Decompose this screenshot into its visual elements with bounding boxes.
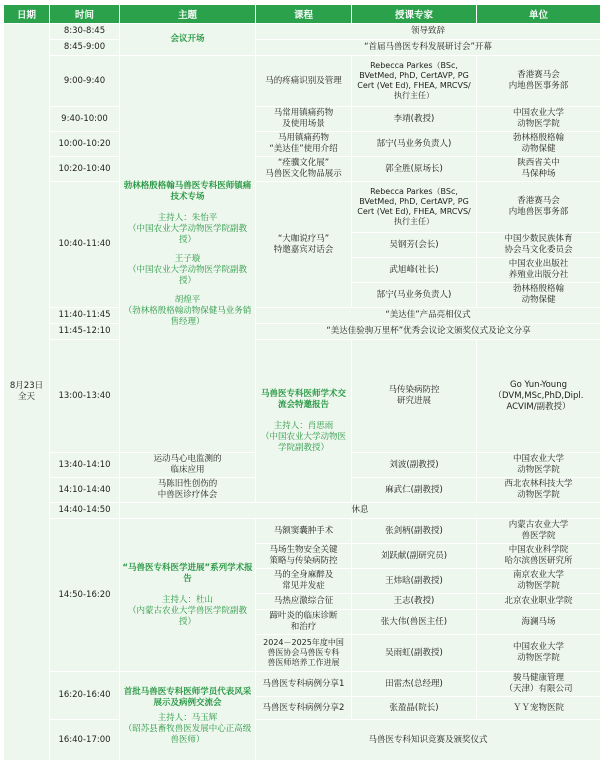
course-cell: 2024－2025年度中国 兽医协会马兽医专科 兽医师培养工作进展 xyxy=(256,635,351,671)
expert-cell: 王志(教授) xyxy=(352,594,476,609)
time-cell: 9:00-9:40 xyxy=(50,56,119,106)
time-cell: 10:00-10:20 xyxy=(50,132,119,156)
agenda-wrap xyxy=(3,4,594,761)
topic-cases-title: 首批马兽医专科医师学员代表风采展示及病例交流会 xyxy=(123,686,252,708)
topic-series-host: 主持人：杜山 （内蒙古农业大学兽医学院副教授） xyxy=(127,594,247,627)
unit-cell: 中国农业大学 动物医学院 xyxy=(477,453,600,477)
table-row xyxy=(4,324,600,339)
unit-cell: 勃林格殷格翰 动物保健 xyxy=(477,132,600,156)
topic-pain-title: 勃林格殷格翰马兽医专科医师镇痛技术专场 xyxy=(123,180,252,202)
expert-cell: 张剑柄(副教授) xyxy=(352,519,476,543)
table-row xyxy=(4,720,600,760)
topic-academic-host: 主持人：肖思雨 （中国农业大学动物医学院副教授） xyxy=(260,420,346,453)
time-cell: 14:10-14:40 xyxy=(50,478,119,502)
unit-cell: 内蒙古农业大学 兽医学院 xyxy=(477,519,600,543)
expert-cell: 刘跃献(副研究员) xyxy=(352,544,476,568)
header-date: 日期 xyxy=(4,5,49,23)
expert-cell: Rebecca Parkes（BSc, BVetMed, PhD, CertAVP, PG Cert (Vet Ed), FHEA, MRCVS/执行主任） xyxy=(352,56,476,106)
expert-cell: 吴钢芳(会长) xyxy=(352,233,476,257)
course-cell: 蹄叶炎的临床诊断 和治疗 xyxy=(256,610,351,634)
topic-pain xyxy=(120,56,255,452)
expert-cell: 麻武仁(副教授) xyxy=(352,478,476,502)
agenda-table xyxy=(3,4,600,761)
table-row xyxy=(4,132,600,156)
expert-cell: 吴雨虹(副教授) xyxy=(352,635,476,671)
expert-cell: 李靖(教授) xyxy=(352,107,476,131)
header-row xyxy=(4,5,600,23)
table-row xyxy=(4,340,600,452)
expert-cell: Rebecca Parkes（BSc, BVetMed, PhD, CertAVP, PG Cert (Vet Ed), FHEA, MRCVS/执行主任） xyxy=(352,182,476,232)
unit-cell: 陕西省关中 马保种场 xyxy=(477,157,600,181)
course-cell: 马热应激综合征 xyxy=(256,594,351,609)
table-row xyxy=(4,157,600,181)
table-row xyxy=(4,672,600,696)
time-cell: 11:45-12:10 xyxy=(50,324,119,339)
topic-series xyxy=(120,519,255,671)
topic-pain-host-3: 胡煌平 （勃林格殷格翰动物保健马业务销售经理） xyxy=(123,294,252,327)
table-row xyxy=(4,40,600,55)
unit-cell: 中国农业大学 动物医学院 xyxy=(477,635,600,671)
expert-cell: 郜宁(马业务负责人) xyxy=(352,283,476,307)
course-cell: 马用镇痛药物 “美达佳”使用介绍 xyxy=(256,132,351,156)
topic-pain-host-1: 主持人：朱怡平 （中国农业大学动物医学院副教授） xyxy=(127,212,247,245)
span-cell: “美达佳”产品亮相仪式 xyxy=(256,308,600,323)
topic-series-title: “马兽医专科医学进展”系列学术报告 xyxy=(122,562,253,584)
course-cell: 马场生物安全关键 策略与传染病防控 xyxy=(256,544,351,568)
unit-cell: 西北农林科技大学 动物医学院 xyxy=(477,478,600,502)
expert-cell: 田雷杰(总经理) xyxy=(352,672,476,696)
topic-cases-host: 主持人：马玉辉 （昭苏县畜牧兽医发展中心正高级兽医师） xyxy=(123,712,252,745)
course-cell: 马兽医专科病例分享1 xyxy=(256,672,351,696)
table-row xyxy=(4,308,600,323)
expert-cell: 郜宁(马业务负责人) xyxy=(352,132,476,156)
unit-cell: 中国少数民族体育 协会马文化委员会 xyxy=(477,233,600,257)
unit-cell: 香港赛马会 内地兽医事务部 xyxy=(477,182,600,232)
time-cell: 9:40-10:00 xyxy=(50,107,119,131)
unit-cell: 香港赛马会 内地兽医事务部 xyxy=(477,56,600,106)
date-cell: 8月23日 全天 xyxy=(4,24,49,760)
header-topic: 主题 xyxy=(120,5,255,23)
course-cell: 马常用镇痛药物 及使用场景 xyxy=(256,107,351,131)
expert-cell: 张盈晶(院长) xyxy=(352,697,476,719)
topic-cases xyxy=(120,672,255,760)
expert-cell: 刘波(副教授) xyxy=(352,453,476,477)
course-cell: 马兽医专科病例分享2 xyxy=(256,697,351,719)
time-cell: 16:40-17:00 xyxy=(50,720,119,760)
course-cell: 马传染病防控 研究进展 xyxy=(352,340,476,452)
course-cell: “痊骥文化展” 马兽医文化物品展示 xyxy=(256,157,351,181)
time-cell: 13:00-13:40 xyxy=(50,340,119,452)
span-cell: 领导致辞 xyxy=(256,24,600,39)
unit-cell: 中国农业出版社 养殖业出版分社 xyxy=(477,258,600,282)
course-cell: “大咖说疗马” 特邀嘉宾对话会 xyxy=(256,182,351,307)
course-cell: 马额窦囊肿手术 xyxy=(256,519,351,543)
topic-academic xyxy=(256,340,351,502)
table-row xyxy=(4,24,600,39)
table-row xyxy=(4,503,600,518)
unit-cell: 骏马健康管理 （天津）有限公司 xyxy=(477,672,600,696)
expert-cell: 王炜晗(副教授) xyxy=(352,569,476,593)
time-cell: 14:40-14:50 xyxy=(50,503,119,518)
unit-cell: 海澜马场 xyxy=(477,610,600,634)
unit-cell: 南京农业大学 动物医学院 xyxy=(477,569,600,593)
unit-cell: 北京农业职业学院 xyxy=(477,594,600,609)
table-row xyxy=(4,182,600,232)
span-cell: 马兽医专科知识竞赛及颁奖仪式 xyxy=(256,720,600,760)
time-cell: 8:30-8:45 xyxy=(50,24,119,39)
header-expert: 授课专家 xyxy=(352,5,476,23)
span-cell: 休息 xyxy=(120,503,600,518)
unit-cell: ＹＹ宠物医院 xyxy=(477,697,600,719)
table-row xyxy=(4,56,600,106)
span-cell: “美达佳验驹万里杯”优秀会议论文颁奖仪式及论文分享 xyxy=(256,324,600,339)
header-time: 时间 xyxy=(50,5,119,23)
unit-cell: 中国农业大学 动物医学院 xyxy=(477,107,600,131)
topic-academic-title: 马兽医专科医师学术交流会特邀报告 xyxy=(260,388,346,410)
header-course: 课程 xyxy=(256,5,351,23)
course-cell: 马的疼痛识别及管理 xyxy=(256,56,351,106)
topic-pain-host-2: 王子璇 （中国农业大学动物医学院副教授） xyxy=(127,253,247,286)
header-unit: 单位 xyxy=(477,5,600,23)
expert-cell: 武旭峰(社长) xyxy=(352,258,476,282)
topic-opening: 会议开场 xyxy=(120,24,255,55)
unit-cell: 中国农业科学院 哈尔滨兽医研究所 xyxy=(477,544,600,568)
course-cell: 运动马心电监测的 临床应用 xyxy=(120,453,255,477)
course-cell: 马的全身麻醉及 常见并发症 xyxy=(256,569,351,593)
time-cell: 16:20-16:40 xyxy=(50,672,119,719)
time-cell: 10:20-10:40 xyxy=(50,157,119,181)
expert-cell: 张大伟(兽医主任) xyxy=(352,610,476,634)
expert-cell: Go Yun-Young （DVM,MSc,PhD,Dipl. ACVIM/副教授） xyxy=(477,340,600,452)
time-cell: 10:40-11:40 xyxy=(50,182,119,307)
time-cell: 13:40-14:10 xyxy=(50,453,119,477)
time-cell: 11:40-11:45 xyxy=(50,308,119,323)
span-cell: “首届马兽医专科发展研讨会”开幕 xyxy=(256,40,600,55)
table-row xyxy=(4,107,600,131)
unit-cell: 勃林格殷格翰 动物保健 xyxy=(477,283,600,307)
expert-cell: 郭全胜(原场长) xyxy=(352,157,476,181)
time-cell: 8:45-9:00 xyxy=(50,40,119,55)
course-cell: 马陈旧性创伤的 中兽医诊疗体会 xyxy=(120,478,255,502)
table-row xyxy=(4,519,600,543)
time-cell: 14:50-16:20 xyxy=(50,519,119,671)
